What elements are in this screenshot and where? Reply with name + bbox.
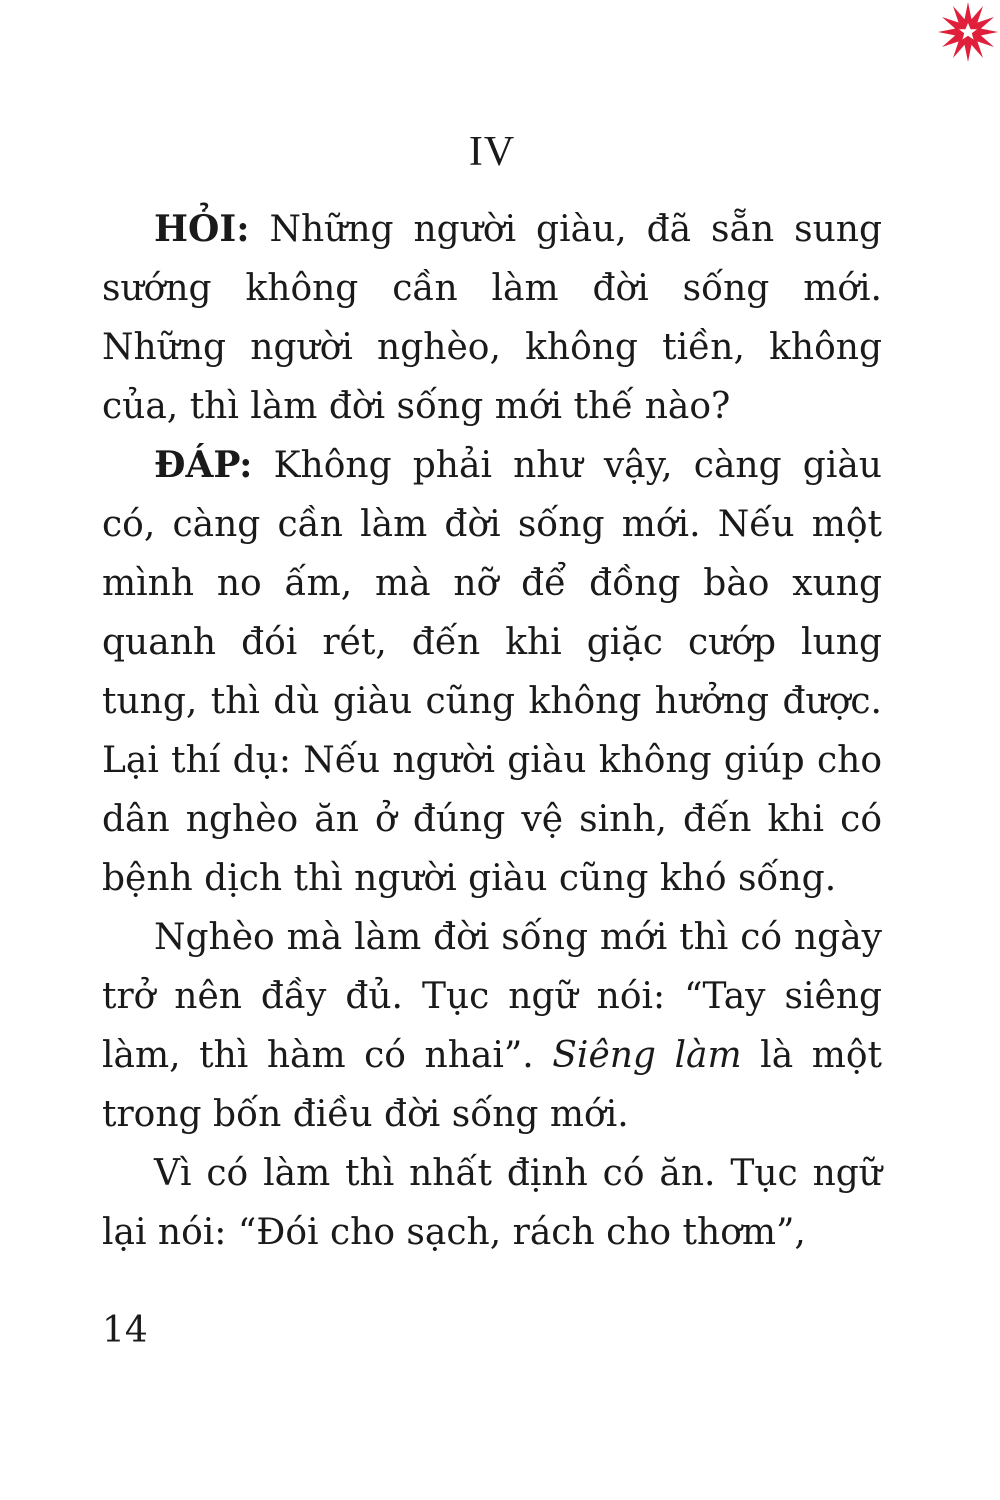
paragraph-3-italic: Siêng làm [552, 1035, 742, 1076]
paragraph-3-text-after: là một trong bốn điều đời sống mới. [102, 1035, 882, 1135]
question-text: Những người giàu, đã sẵn sung sướng không cần làm đời sống mới. Những người nghèo, không tiền, không của, thì làm đời sống mới thế nào? [102, 209, 882, 427]
publisher-logo [936, 0, 1000, 64]
question-label: HỎI: [154, 208, 250, 250]
paragraph-3 [102, 908, 882, 1144]
answer-paragraph [102, 436, 882, 908]
star-flower-logo-icon [936, 0, 1000, 64]
body-text [102, 200, 882, 1262]
question-paragraph [102, 200, 882, 436]
page-number: 14 [102, 1310, 148, 1351]
paragraph-4 [102, 1144, 882, 1262]
paragraph-4-text: Vì có làm thì nhất định có ăn. Tục ngữ lại nói: “Đói cho sạch, rách cho thơm”, [102, 1153, 882, 1253]
chapter-number: IV [468, 129, 516, 175]
answer-text: Không phải như vậy, càng giàu có, càng cần làm đời sống mới. Nếu một mình no ấm, mà nỡ để đồng bào xung quanh đói rét, đến khi giặc cướp lung tung, thì dù giàu cũng không hưởng được. Lại thí dụ: Nếu người giàu không giúp cho dân nghèo ăn ở đúng vệ sinh, đến khi có bệnh dịch thì người giàu cũng khó sống. [102, 445, 882, 899]
paragraph-3-text-before: Nghèo mà làm đời sống mới thì có ngày trở nên đầy đủ. Tục ngữ nói: “Tay siêng làm, thì hàm có nhai”. [102, 917, 882, 1076]
answer-label: ĐÁP: [154, 444, 253, 486]
